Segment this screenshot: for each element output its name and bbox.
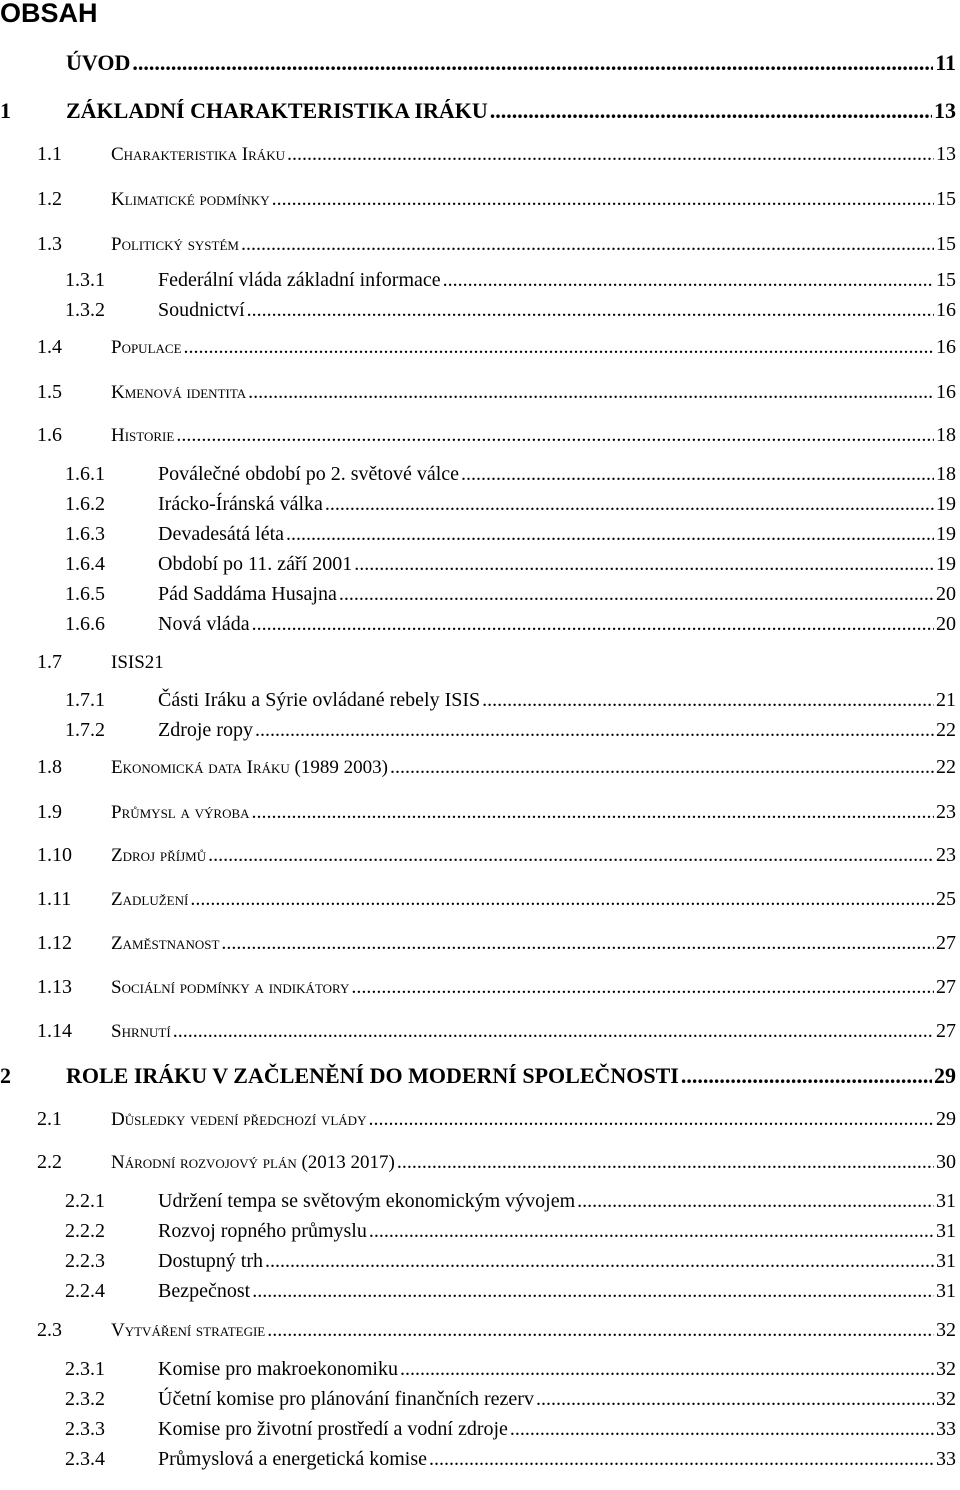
toc-entry-page: 13	[936, 143, 956, 165]
toc-entry-number: 1.14	[37, 1020, 72, 1042]
dot-leader	[354, 553, 934, 576]
dot-leader	[397, 1151, 934, 1174]
dot-leader	[390, 756, 934, 779]
toc-entry-page: 11	[935, 50, 956, 75]
toc-entry-title: Národní rozvojový plán (2013 2017)	[111, 1152, 395, 1173]
toc-entry-page: 19	[936, 553, 956, 575]
toc-entry-page: 30	[936, 1151, 956, 1173]
toc-entry-page: 20	[936, 583, 956, 605]
toc-entry-number: 1.5	[37, 381, 62, 403]
toc-entry[interactable]	[0, 1190, 956, 1213]
toc-entry[interactable]	[0, 1063, 956, 1089]
dot-leader	[252, 613, 934, 636]
toc-entry[interactable]	[0, 336, 956, 359]
toc-entry-title: Průmysl a výroba	[111, 802, 250, 823]
toc-entry[interactable]	[0, 1151, 956, 1174]
toc-entry[interactable]	[0, 1280, 956, 1303]
toc-entry-title: Bezpečnost	[158, 1280, 251, 1302]
toc-entry-number: 2.3.2	[65, 1388, 105, 1410]
dot-leader	[176, 424, 934, 447]
toc-entry-title: ÚVOD	[66, 50, 131, 75]
dot-leader	[173, 1020, 934, 1043]
toc-entry-number: 1.7	[37, 651, 62, 673]
toc-entry-title: Kmenová identita	[111, 382, 247, 403]
toc-entry-number: 2	[0, 1063, 11, 1088]
toc-entry[interactable]	[0, 1358, 956, 1381]
toc-entry-page: 16	[936, 299, 956, 321]
toc-entry[interactable]	[0, 976, 956, 999]
toc-entry-title: Irácko-Íránská válka	[158, 493, 323, 515]
toc-entry-page: 15	[936, 269, 956, 291]
toc-entry[interactable]	[0, 1108, 956, 1131]
toc-entry[interactable]	[0, 269, 956, 292]
dot-leader	[247, 299, 934, 322]
toc-entry[interactable]	[0, 493, 956, 516]
toc-entry-page: 16	[936, 381, 956, 403]
toc-entry-title: Komise pro makroekonomiku	[158, 1358, 398, 1380]
dot-leader	[461, 463, 934, 486]
toc-entry-number: 1.3.2	[65, 299, 105, 321]
toc-entry-number: 1.1	[37, 143, 62, 165]
toc-entry-page: 29	[936, 1108, 956, 1130]
toc-entry-number: 1.6.5	[65, 583, 105, 605]
toc-entry-title: Federální vláda základní informace	[158, 269, 441, 291]
toc-entry[interactable]	[0, 1319, 956, 1342]
toc-entry-title: ZÁKLADNÍ CHARAKTERISTIKA IRÁKU	[66, 98, 488, 123]
toc-entry-page: 18	[936, 424, 956, 446]
toc-entry-number: 1.6.6	[65, 613, 105, 635]
toc-entry[interactable]	[0, 553, 956, 576]
toc-entry[interactable]	[0, 143, 956, 166]
toc-entry-title: Ekonomická data Iráku (1989 2003)	[111, 757, 388, 778]
toc-entry[interactable]	[0, 1448, 956, 1471]
toc-entry-number: 1.3	[37, 233, 62, 255]
toc-entry-page: 32	[936, 1358, 956, 1380]
toc-entry[interactable]	[0, 1250, 956, 1273]
toc-entry-page: 13	[934, 98, 956, 123]
toc-entry-title: ISIS21	[111, 652, 164, 673]
dot-leader	[325, 493, 934, 516]
toc-entry[interactable]	[0, 651, 956, 674]
toc-entry-page: 19	[936, 493, 956, 515]
toc-entry[interactable]	[0, 50, 956, 76]
toc-entry-page: 31	[936, 1250, 956, 1272]
toc-entry[interactable]	[0, 1418, 956, 1441]
dot-leader	[241, 233, 934, 256]
toc-entry-title: Vytváření strategie	[111, 1320, 266, 1341]
toc-entry-page: 31	[936, 1280, 956, 1302]
dot-leader	[272, 188, 934, 211]
toc-entry-page: 29	[934, 1063, 956, 1088]
dot-leader	[510, 1418, 934, 1441]
dot-leader	[351, 976, 934, 999]
toc-entry-number: 1.7.1	[65, 689, 105, 711]
dot-leader	[368, 1108, 934, 1131]
dot-leader	[255, 719, 934, 742]
toc-entry[interactable]	[0, 1388, 956, 1411]
toc-entry[interactable]	[0, 888, 956, 911]
toc-entry-number: 1.9	[37, 801, 62, 823]
toc-entry[interactable]	[0, 463, 956, 486]
toc-entry-number: 2.3.1	[65, 1358, 105, 1380]
toc-entry-title: Nová vláda	[158, 613, 250, 635]
toc-entry[interactable]	[0, 756, 956, 779]
toc-entry-page: 27	[936, 1020, 956, 1042]
toc-entry[interactable]	[0, 1220, 956, 1243]
dot-leader	[252, 1280, 934, 1303]
toc-entry-page: 22	[936, 756, 956, 778]
toc-entry-page: 18	[936, 463, 956, 485]
toc-entry-page: 23	[936, 801, 956, 823]
toc-entry-number: 1.12	[37, 932, 72, 954]
toc-entry-title: Populace	[111, 337, 182, 358]
toc-entry-number: 1.6.2	[65, 493, 105, 515]
toc-entry-number: 1.11	[37, 888, 72, 910]
toc-entry-title: Průmyslová a energetická komise	[158, 1448, 428, 1470]
toc-entry-page: 33	[936, 1448, 956, 1470]
dot-leader	[286, 523, 934, 546]
toc-entry[interactable]	[0, 188, 956, 211]
toc-entry-title: Sociální podmínky a indikátory	[111, 977, 350, 998]
toc-entry[interactable]	[0, 583, 956, 606]
toc-entry-title: Zaměstnanost	[111, 933, 220, 954]
toc-entry-page: 23	[936, 844, 956, 866]
toc-entry-number: 2.2.3	[65, 1250, 105, 1272]
toc-entry-page: 27	[936, 976, 956, 998]
toc-entry[interactable]	[0, 801, 956, 824]
toc-entry-number: 1.6.1	[65, 463, 105, 485]
toc-entry[interactable]	[0, 689, 956, 712]
dot-leader	[536, 1388, 934, 1411]
toc-entry[interactable]	[0, 233, 956, 256]
dot-leader	[190, 888, 934, 911]
page-title: OBSAH	[0, 0, 98, 28]
toc-entry-number: 1.7.2	[65, 719, 105, 741]
toc-entry-title: Shrnutí	[111, 1021, 171, 1042]
toc-entry-page: 25	[936, 888, 956, 910]
toc-entry-title: ROLE IRÁKU V ZAČLENĚNÍ DO MODERNÍ SPOLEČNOSTI	[66, 1063, 679, 1088]
toc-entry-number: 1.3.1	[65, 269, 105, 291]
toc-entry-page: 15	[936, 188, 956, 210]
toc-entry-title: Soudnictví	[158, 299, 245, 321]
toc-entry-number: 1.8	[37, 756, 62, 778]
dot-leader	[429, 1448, 934, 1471]
toc-entry[interactable]	[0, 523, 956, 546]
dot-leader	[339, 583, 934, 606]
toc-entry-page: 31	[936, 1190, 956, 1212]
toc-entry-title: Části Iráku a Sýrie ovládané rebely ISIS	[158, 689, 481, 711]
toc-entry-number: 1.13	[37, 976, 72, 998]
toc-entry-title: Poválečné období po 2. světové válce	[158, 463, 460, 485]
dot-leader	[443, 269, 934, 292]
toc-entry-number: 1.6.3	[65, 523, 105, 545]
toc-entry-page: 31	[936, 1220, 956, 1242]
dot-leader	[265, 1250, 934, 1273]
toc-entry-title: Pád Saddáma Husajna	[158, 583, 337, 605]
dot-leader	[287, 143, 934, 166]
toc-entry-title: Období po 11. září 2001	[158, 553, 353, 575]
toc-entry-number: 2.2	[37, 1151, 62, 1173]
toc-entry-number: 1.10	[37, 844, 72, 866]
toc-entry-page: 32	[936, 1319, 956, 1341]
toc-entry[interactable]	[0, 299, 956, 322]
dot-leader	[248, 381, 934, 404]
toc-entry-page: 32	[936, 1388, 956, 1410]
toc-entry[interactable]	[0, 844, 956, 867]
toc-entry-number: 2.2.1	[65, 1190, 105, 1212]
toc-entry-number: 1.4	[37, 336, 62, 358]
toc-entry-title: Udržení tempa se světovým ekonomickým vývojem	[158, 1190, 576, 1212]
toc-entry-title: Důsledky vedení předchozí vlády	[111, 1109, 367, 1130]
toc-entry-page: 15	[936, 233, 956, 255]
toc-entry-page: 27	[936, 932, 956, 954]
toc-entry-number: 1.6.4	[65, 553, 105, 575]
toc-entry-number: 2.2.2	[65, 1220, 105, 1242]
toc-entry-title: Politický systém	[111, 234, 239, 255]
dot-leader	[490, 98, 932, 124]
toc-entry-number: 1.2	[37, 188, 62, 210]
toc-entry-page: 16	[936, 336, 956, 358]
dot-leader	[252, 801, 934, 824]
toc-entry[interactable]	[0, 613, 956, 636]
toc-entry[interactable]	[0, 932, 956, 955]
toc-entry-title: Devadesátá léta	[158, 523, 285, 545]
dot-leader	[184, 336, 934, 359]
dot-leader	[681, 1063, 932, 1089]
toc-entry-title: Zdroj příjmů	[111, 845, 207, 866]
toc-entry-title: Účetní komise pro plánování finančních rezerv	[158, 1388, 534, 1410]
toc-entry[interactable]	[0, 98, 956, 124]
toc-entry-number: 2.3	[37, 1319, 62, 1341]
toc-entry[interactable]	[0, 1020, 956, 1043]
dot-leader	[267, 1319, 934, 1342]
toc-entry-title: Rozvoj ropného průmyslu	[158, 1220, 367, 1242]
toc-entry-page: 33	[936, 1418, 956, 1440]
dot-leader	[221, 932, 934, 955]
toc-entry-page: 20	[936, 613, 956, 635]
toc-entry-page: 21	[936, 689, 956, 711]
toc-entry[interactable]	[0, 719, 956, 742]
toc-entry-number: 2.3.3	[65, 1418, 105, 1440]
toc-entry-number: 1	[0, 98, 11, 123]
toc-entry-page: 19	[936, 523, 956, 545]
toc-entry-title: Zadlužení	[111, 889, 189, 910]
toc-entry-number: 1.6	[37, 424, 62, 446]
toc-entry-title: Klimatické podmínky	[111, 189, 270, 210]
toc-entry-number: 2.2.4	[65, 1280, 105, 1302]
toc-entry-title: Komise pro životní prostředí a vodní zdroje	[158, 1418, 508, 1440]
dot-leader	[369, 1220, 934, 1243]
toc-entry-title: Historie	[111, 425, 175, 446]
toc-entry-page: 22	[936, 719, 956, 741]
toc-entry[interactable]	[0, 381, 956, 404]
dot-leader	[400, 1358, 934, 1381]
toc-entry-title: Zdroje ropy	[158, 719, 253, 741]
dot-leader	[577, 1190, 934, 1213]
toc-entry-number: 2.3.4	[65, 1448, 105, 1470]
dot-leader	[208, 844, 934, 867]
toc-entry-title: Charakteristika Iráku	[111, 144, 285, 165]
toc-entry-number: 2.1	[37, 1108, 62, 1130]
toc-entry[interactable]	[0, 424, 956, 447]
toc-entry-title: Dostupný trh	[158, 1250, 263, 1272]
dot-leader	[482, 689, 934, 712]
dot-leader	[132, 50, 933, 76]
